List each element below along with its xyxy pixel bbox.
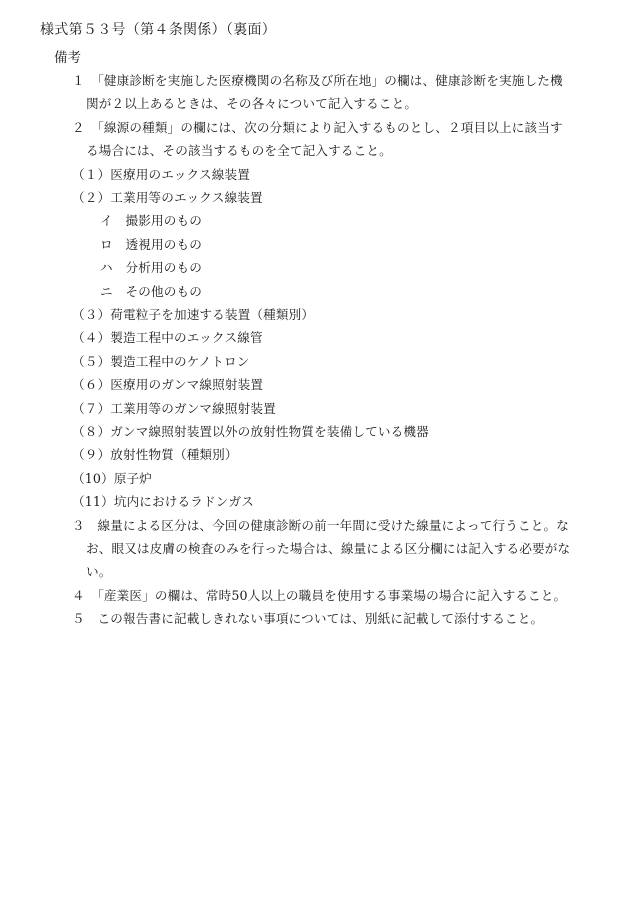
- note-2-line-1: ２ 「線源の種類」の欄には、次の分類により記入するものとし、２項目以上に該当す: [72, 120, 563, 135]
- note-3-line-3: い。: [86, 564, 112, 579]
- source-item-11: （11）坑内におけるラドンガス: [72, 494, 254, 509]
- source-item-10: （10）原子炉: [72, 471, 153, 486]
- source-item-8: （８）ガンマ線照射装置以外の放射性物質を装備している機器: [72, 424, 429, 439]
- notes-heading: 備考: [54, 50, 81, 66]
- note-3-line-2: お、眼又は皮膚の検査のみを行った場合は、線量による区分欄には記入する必要がな: [86, 541, 571, 556]
- source-item-4: （４）製造工程中のエックス線管: [72, 330, 263, 345]
- source-item-6: （６）医療用のガンマ線照射装置: [72, 377, 264, 392]
- note-3-line-1: ３ 線量による区分は、今回の健康診断の前一年間に受けた線量によって行うこと。な: [72, 518, 570, 533]
- source-item-7: （７）工業用等のガンマ線照射装置: [72, 401, 276, 416]
- form-title: 様式第５３号（第４条関係）（裏面）: [40, 22, 277, 38]
- source-item-5: （５）製造工程中のケノトロン: [72, 354, 250, 369]
- note-2-line-2: る場合には、その該当するものを全て記入すること。: [86, 143, 392, 158]
- source-subitem-ha: ハ 分析用のもの: [100, 260, 202, 275]
- source-subitem-i: イ 撮影用のもの: [100, 213, 202, 228]
- note-4: ４ 「産業医」の欄は、常時50人以上の職員を使用する事業場の場合に記入すること。: [72, 588, 567, 603]
- source-subitem-ni: ニ その他のもの: [100, 284, 202, 299]
- note-1-line-1: １ 「健康診断を実施した医療機関の名称及び所在地」の欄は、健康診断を実施した機: [72, 73, 563, 88]
- source-item-2: （２）工業用等のエックス線装置: [72, 190, 263, 205]
- source-item-3: （３）荷電粒子を加速する装置（種類別）: [72, 307, 315, 322]
- note-1-line-2: 関が２以上あるときは、その各々について記入すること。: [86, 96, 418, 111]
- source-subitem-ro: ロ 透視用のもの: [100, 237, 202, 252]
- source-item-1: （１）医療用のエックス線装置: [72, 167, 251, 182]
- note-5: ５ この報告書に記載しきれない事項については、別紙に記載して添付すること。: [72, 611, 544, 626]
- source-item-9: （９）放射性物質（種類別）: [72, 447, 238, 462]
